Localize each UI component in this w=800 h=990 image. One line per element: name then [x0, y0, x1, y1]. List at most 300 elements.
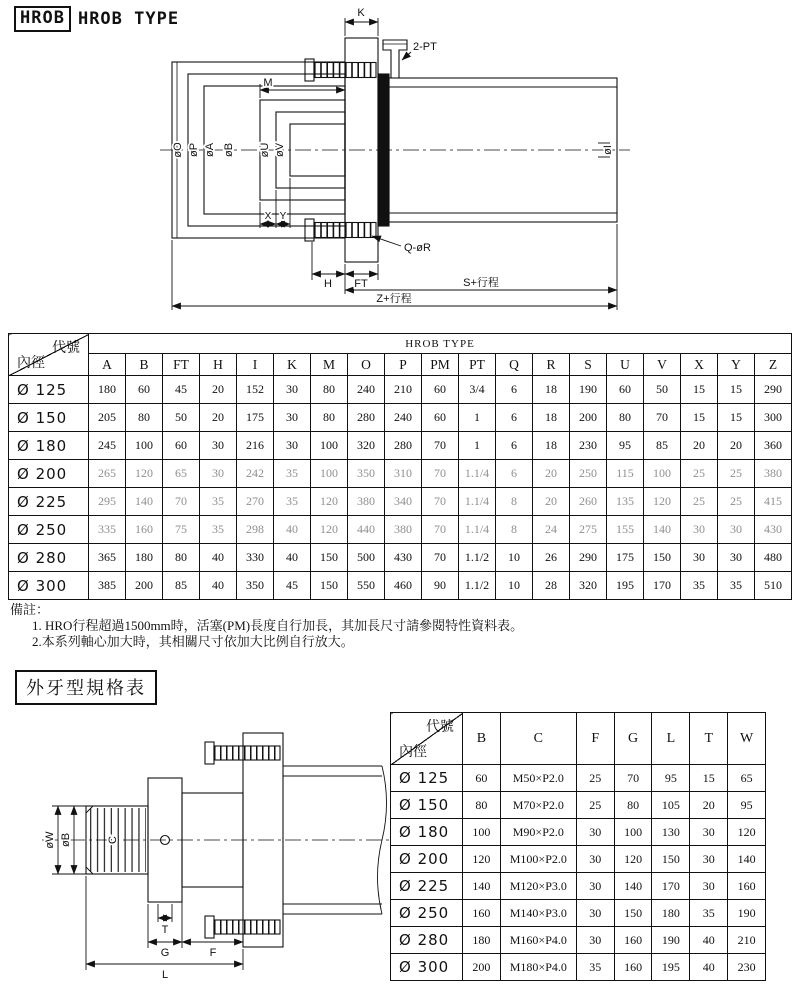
dimension-value: 18: [533, 376, 570, 404]
dimension-value: 230: [570, 432, 607, 460]
dimension-value: 6: [496, 432, 533, 460]
table-group-header: HROB TYPE: [89, 334, 792, 354]
dimension-value: 35: [274, 460, 311, 488]
thread-type-drawing: [8, 690, 394, 990]
dimension-value: 30: [576, 900, 614, 927]
table-corner-cell: [391, 713, 463, 765]
dimension-value: 500: [348, 544, 385, 572]
column-header: Y: [718, 354, 755, 376]
dimension-value: 130: [652, 819, 690, 846]
dimension-value: 275: [570, 516, 607, 544]
column-header: O: [348, 354, 385, 376]
table-row: [9, 432, 792, 460]
header-row: [391, 713, 766, 765]
dimension-value: 40: [690, 954, 728, 981]
dim-label-dia-a: øA: [204, 142, 216, 158]
dim-label-dia-o: øO: [172, 142, 184, 158]
dimension-value: 95: [607, 432, 644, 460]
dim-label-x: X: [264, 211, 272, 222]
dimension-value: 120: [728, 819, 766, 846]
dimension-value: 480: [755, 544, 792, 572]
dim-label-dia-p: øP: [188, 142, 200, 158]
dimension-value: 28: [533, 572, 570, 600]
dimension-value: 30: [690, 873, 728, 900]
dim-label-2pt: 2-PT: [413, 41, 437, 53]
dimension-value: 45: [163, 376, 200, 404]
column-header: M: [311, 354, 348, 376]
row-size-label: Ø 150: [391, 792, 463, 819]
dimension-value: 250: [570, 460, 607, 488]
column-header: P: [385, 354, 422, 376]
dimension-value: 335: [89, 516, 126, 544]
dimension-value: 25: [576, 792, 614, 819]
dimension-value: 385: [89, 572, 126, 600]
dimension-value: 35: [718, 572, 755, 600]
table-body: [9, 376, 792, 600]
dimension-value: 35: [274, 488, 311, 516]
dimension-value: 20: [200, 376, 237, 404]
dimension-value: 270: [237, 488, 274, 516]
column-header: A: [89, 354, 126, 376]
dimension-value: 95: [728, 792, 766, 819]
dimension-value: 30: [200, 460, 237, 488]
row-size-label: Ø 180: [391, 819, 463, 846]
column-header: Q: [496, 354, 533, 376]
dimension-value: 160: [728, 873, 766, 900]
dimension-value: 30: [690, 846, 728, 873]
notes: [10, 602, 523, 650]
dimension-labels: [44, 831, 217, 981]
dimension-value: 70: [422, 488, 459, 516]
dimension-value: 460: [385, 572, 422, 600]
dimension-value: 18: [533, 432, 570, 460]
dimension-value: 180: [126, 544, 163, 572]
table-row: [9, 488, 792, 516]
row-size-label: Ø 200: [391, 846, 463, 873]
column-header: B: [126, 354, 163, 376]
dim-label-q-r: Q-øR: [404, 242, 431, 254]
dimension-value: 240: [385, 404, 422, 432]
table-row: [9, 376, 792, 404]
hrob-dimension-table: [8, 333, 792, 600]
column-header: R: [533, 354, 570, 376]
row-size-label: Ø 300: [9, 572, 89, 600]
dim-label-t: T: [161, 924, 169, 936]
dimension-value: 8: [496, 488, 533, 516]
dimension-value: 150: [644, 544, 681, 572]
table-row: [9, 516, 792, 544]
row-size-label: Ø 125: [391, 765, 463, 792]
dimension-value: 100: [126, 432, 163, 460]
dimension-value: 150: [311, 572, 348, 600]
dimension-value: 25: [681, 460, 718, 488]
dimension-value: 350: [237, 572, 274, 600]
dimension-value: 25: [576, 765, 614, 792]
dimension-value: 260: [570, 488, 607, 516]
dimension-value: 350: [348, 460, 385, 488]
column-header: F: [576, 713, 614, 765]
column-header: Z: [755, 354, 792, 376]
dimension-value: 100: [644, 460, 681, 488]
dimension-value: 30: [718, 516, 755, 544]
dimension-value: 30: [274, 404, 311, 432]
dimension-value: 160: [614, 927, 652, 954]
dimension-value: 200: [463, 954, 501, 981]
dimension-value: 10: [496, 544, 533, 572]
dimension-value: M160×P4.0: [500, 927, 576, 954]
dimension-value: 1.1/4: [459, 460, 496, 488]
dimension-value: 35: [200, 488, 237, 516]
dimension-value: 310: [385, 460, 422, 488]
dimension-value: 35: [200, 516, 237, 544]
dimension-value: 40: [274, 516, 311, 544]
dimension-value: 200: [126, 572, 163, 600]
dimension-value: 26: [533, 544, 570, 572]
table-header: [391, 713, 766, 765]
dimension-value: 140: [126, 488, 163, 516]
dimension-value: 195: [652, 954, 690, 981]
column-header: L: [652, 713, 690, 765]
dimension-value: 75: [163, 516, 200, 544]
dimension-value: 1.1/4: [459, 488, 496, 516]
dim-label-dia-b: øB: [223, 142, 235, 158]
dimension-value: 230: [728, 954, 766, 981]
dimension-value: 50: [163, 404, 200, 432]
dimension-value: 85: [644, 432, 681, 460]
dimension-value: 150: [614, 900, 652, 927]
thread-geometry: [42, 733, 390, 947]
dimension-value: 380: [385, 516, 422, 544]
dimension-value: 150: [652, 846, 690, 873]
dimension-value: 35: [690, 900, 728, 927]
dimension-value: 100: [463, 819, 501, 846]
dimension-value: 155: [607, 516, 644, 544]
dimension-value: 1.1/2: [459, 544, 496, 572]
dimension-value: 30: [274, 376, 311, 404]
dimension-value: 65: [163, 460, 200, 488]
dimension-value: 60: [422, 404, 459, 432]
dimension-value: 380: [348, 488, 385, 516]
dim-label-s-stroke: S+行程: [463, 277, 499, 289]
dimension-value: 415: [755, 488, 792, 516]
dim-label-c: C: [107, 836, 119, 844]
table-body: [391, 765, 766, 981]
dimension-value: 265: [89, 460, 126, 488]
dimension-value: M100×P2.0: [500, 846, 576, 873]
dimension-value: 15: [718, 404, 755, 432]
table-row: [391, 927, 766, 954]
table-row: [9, 460, 792, 488]
column-header: PM: [422, 354, 459, 376]
dimension-value: 320: [570, 572, 607, 600]
dimension-value: 300: [755, 404, 792, 432]
dimension-value: 170: [652, 873, 690, 900]
row-size-label: Ø 150: [9, 404, 89, 432]
dimension-value: 210: [385, 376, 422, 404]
row-size-label: Ø 125: [9, 376, 89, 404]
dimension-value: 160: [614, 954, 652, 981]
table-row: [9, 404, 792, 432]
column-header: FT: [163, 354, 200, 376]
dimension-value: 20: [681, 432, 718, 460]
dimension-value: 440: [348, 516, 385, 544]
dimension-value: 40: [690, 927, 728, 954]
dimension-value: 18: [533, 404, 570, 432]
dimension-value: 180: [89, 376, 126, 404]
dimension-value: 205: [89, 404, 126, 432]
row-size-label: Ø 280: [9, 544, 89, 572]
dimension-value: 60: [163, 432, 200, 460]
dim-label-ft: FT: [354, 278, 368, 290]
thread-spec-table: [390, 712, 766, 981]
dimension-value: 140: [463, 873, 501, 900]
dim-label-h: H: [324, 278, 332, 290]
dimension-value: 100: [311, 460, 348, 488]
page-title: HROB TYPE: [77, 9, 180, 29]
dimension-value: 330: [237, 544, 274, 572]
dimension-value: 70: [422, 432, 459, 460]
column-header: W: [728, 713, 766, 765]
dimension-value: 30: [576, 819, 614, 846]
table-corner-cell: [9, 334, 89, 376]
dimension-value: 85: [163, 572, 200, 600]
dimension-value: 430: [385, 544, 422, 572]
dimension-value: 40: [274, 544, 311, 572]
row-size-label: Ø 280: [391, 927, 463, 954]
column-header: C: [500, 713, 576, 765]
dimension-value: 24: [533, 516, 570, 544]
corner-label-bottom: 內徑: [399, 745, 427, 760]
dimension-value: 1.1/2: [459, 572, 496, 600]
row-size-label: Ø 225: [391, 873, 463, 900]
dimension-value: 30: [681, 544, 718, 572]
column-header: U: [607, 354, 644, 376]
dimension-value: 30: [576, 846, 614, 873]
dim-label-z-stroke: Z+行程: [376, 293, 412, 305]
dimension-value: 380: [755, 460, 792, 488]
dimension-value: 175: [607, 544, 644, 572]
dimension-value: 1: [459, 432, 496, 460]
thread-section-title: 外牙型規格表: [15, 670, 157, 705]
hrob-technical-drawing: [0, 0, 800, 322]
dimension-value: 240: [348, 376, 385, 404]
dimension-value: 80: [463, 792, 501, 819]
dimension-value: 152: [237, 376, 274, 404]
dimension-value: 25: [718, 460, 755, 488]
dimension-value: 320: [348, 432, 385, 460]
dimension-value: 30: [690, 819, 728, 846]
column-header: B: [463, 713, 501, 765]
dimension-value: M140×P3.0: [500, 900, 576, 927]
column-header-row: [9, 354, 792, 376]
header-row: [9, 334, 792, 354]
dimension-value: 35: [681, 572, 718, 600]
dimension-value: 120: [644, 488, 681, 516]
dimension-value: 40: [200, 572, 237, 600]
dimension-value: 70: [422, 516, 459, 544]
dimension-value: 365: [89, 544, 126, 572]
note-line-2: 2.本系列軸心加大時，其相關尺寸依加大比例自行放大。: [32, 634, 354, 649]
dim-label-l: L: [161, 969, 169, 981]
dimension-value: 20: [200, 404, 237, 432]
row-size-label: Ø 250: [9, 516, 89, 544]
dimension-value: 70: [422, 544, 459, 572]
dimension-value: 120: [311, 516, 348, 544]
dimension-value: 280: [385, 432, 422, 460]
dimension-value: 210: [728, 927, 766, 954]
dimension-value: M180×P4.0: [500, 954, 576, 981]
dimension-value: 6: [496, 460, 533, 488]
table-row: [391, 954, 766, 981]
dimension-value: 15: [718, 376, 755, 404]
dimension-value: 135: [607, 488, 644, 516]
dimension-value: 190: [652, 927, 690, 954]
dimension-value: M50×P2.0: [500, 765, 576, 792]
dimension-value: 140: [614, 873, 652, 900]
dimension-value: 195: [607, 572, 644, 600]
dimension-value: 120: [126, 460, 163, 488]
table-row: [391, 900, 766, 927]
dimension-value: 298: [237, 516, 274, 544]
dimension-value: 35: [576, 954, 614, 981]
notes-title: 備註：: [10, 602, 50, 617]
column-header: I: [237, 354, 274, 376]
dimension-value: 100: [311, 432, 348, 460]
dim-label-dia-w: øW: [44, 831, 56, 849]
dimension-value: 6: [496, 376, 533, 404]
dimension-value: 430: [755, 516, 792, 544]
table-header: [9, 334, 792, 376]
dimension-value: 30: [681, 516, 718, 544]
dimension-value: 245: [89, 432, 126, 460]
corner-label-top: 代號: [426, 720, 454, 735]
dimension-value: 40: [200, 544, 237, 572]
seal-band: [378, 74, 389, 226]
dimension-value: 100: [614, 819, 652, 846]
row-size-label: Ø 250: [391, 900, 463, 927]
dimension-value: 190: [570, 376, 607, 404]
dimension-value: 1: [459, 404, 496, 432]
table-row: [9, 572, 792, 600]
dim-label-y: Y: [279, 211, 287, 222]
dimension-labels: [172, 7, 614, 305]
dimension-value: 340: [385, 488, 422, 516]
dimension-value: 70: [163, 488, 200, 516]
dimension-value: 70: [614, 765, 652, 792]
dimension-value: 8: [496, 516, 533, 544]
dimension-value: 30: [718, 544, 755, 572]
dimension-value: 80: [163, 544, 200, 572]
dimension-value: 20: [690, 792, 728, 819]
row-size-label: Ø 225: [9, 488, 89, 516]
table-row: [391, 819, 766, 846]
dim-label-g: G: [160, 947, 170, 959]
dimension-value: 216: [237, 432, 274, 460]
column-header: V: [644, 354, 681, 376]
dimension-value: 20: [533, 488, 570, 516]
note-line-1: 1. HRO行程超過1500mm時，活塞(PM)長度自行加長，其加長尺寸請參閱特性資料表。: [32, 618, 524, 633]
dimension-value: 200: [570, 404, 607, 432]
dimension-value: 80: [311, 376, 348, 404]
table-row: [391, 873, 766, 900]
dimension-value: 60: [422, 376, 459, 404]
column-header: T: [690, 713, 728, 765]
table-row: [391, 846, 766, 873]
dimension-value: 140: [728, 846, 766, 873]
dimension-value: 80: [607, 404, 644, 432]
dimension-value: 360: [755, 432, 792, 460]
dimension-value: 50: [644, 376, 681, 404]
dimension-value: 30: [274, 432, 311, 460]
dimension-value: 120: [614, 846, 652, 873]
dimension-value: 25: [718, 488, 755, 516]
dimension-value: M70×P2.0: [500, 792, 576, 819]
dimension-value: 290: [570, 544, 607, 572]
dimension-value: 80: [311, 404, 348, 432]
dimension-value: M90×P2.0: [500, 819, 576, 846]
dimension-value: 150: [311, 544, 348, 572]
dimension-value: 45: [274, 572, 311, 600]
column-header: K: [274, 354, 311, 376]
row-size-label: Ø 300: [391, 954, 463, 981]
dimension-value: 180: [463, 927, 501, 954]
series-tag: HROB: [14, 6, 71, 32]
dimension-value: 175: [237, 404, 274, 432]
dimension-value: 30: [576, 927, 614, 954]
dimension-value: 15: [681, 404, 718, 432]
corner-label-bottom: 內徑: [17, 356, 45, 371]
column-header: S: [570, 354, 607, 376]
dimension-value: 1.1/4: [459, 516, 496, 544]
dim-label-m: M: [263, 77, 273, 89]
dimension-value: 30: [200, 432, 237, 460]
dim-label-dia-v: øV: [274, 142, 286, 158]
dimension-value: 280: [348, 404, 385, 432]
column-header: H: [200, 354, 237, 376]
dim-label-dia-i: øI: [602, 145, 614, 155]
dimension-value: 140: [644, 516, 681, 544]
dimension-value: 20: [533, 460, 570, 488]
dimension-value: 170: [644, 572, 681, 600]
dimension-value: 290: [755, 376, 792, 404]
dimension-value: 20: [718, 432, 755, 460]
dimension-value: 180: [652, 900, 690, 927]
dim-label-f: F: [209, 947, 217, 959]
dimension-value: 80: [126, 404, 163, 432]
dim-label-dia-u: øU: [259, 142, 271, 158]
dimension-value: 15: [690, 765, 728, 792]
dimension-value: 295: [89, 488, 126, 516]
dimension-value: 60: [126, 376, 163, 404]
table-row: [9, 544, 792, 572]
dimension-value: 120: [311, 488, 348, 516]
table-row: [391, 765, 766, 792]
column-header: G: [614, 713, 652, 765]
corner-label-top: 代號: [52, 341, 80, 356]
dimension-value: 60: [463, 765, 501, 792]
dimension-value: 25: [681, 488, 718, 516]
dimension-value: 10: [496, 572, 533, 600]
dimension-value: 115: [607, 460, 644, 488]
dimension-value: 90: [422, 572, 459, 600]
table-row: [391, 792, 766, 819]
dimension-value: 105: [652, 792, 690, 819]
dimension-value: 160: [126, 516, 163, 544]
dimension-value: 30: [576, 873, 614, 900]
dimension-value: 95: [652, 765, 690, 792]
dimension-value: 160: [463, 900, 501, 927]
dimension-value: 6: [496, 404, 533, 432]
